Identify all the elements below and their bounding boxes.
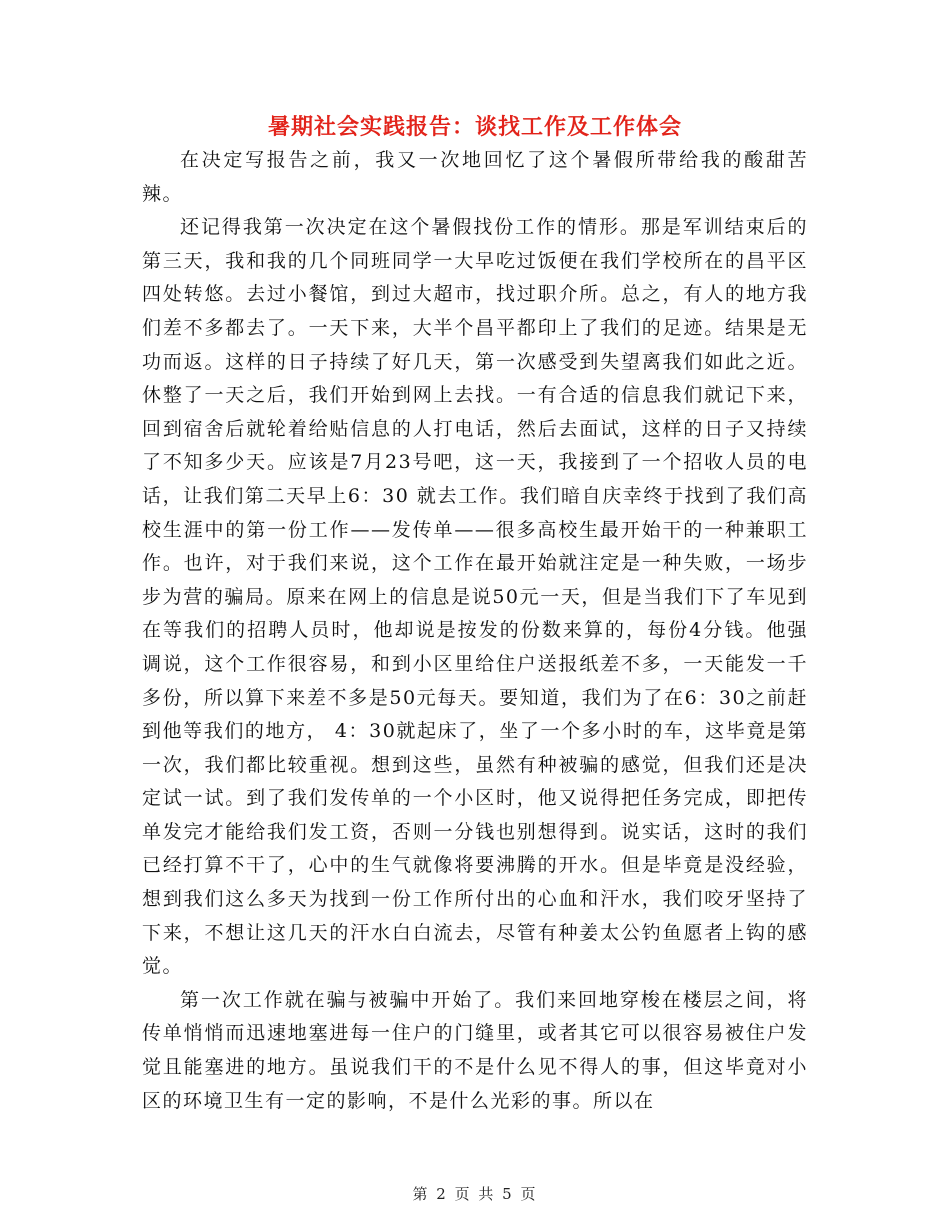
paragraph-2: 还记得我第一次决定在这个暑假找份工作的情形。那是军训结束后的第三天，我和我的几个同班同学一大早吃过饭便在我们学校所在的昌平区四处转悠。去过小餐馆，到过大超市，找过职介所。总之，有人的地方我们差不多都去了。一天下来，大半个昌平都印上了我们的足迹。结果是无功而返。这样的日子持续了好几天，第一次感受到失望离我们如此之近。休整了一天之后，我们开始到网上去找。一有合适的信息我们就记下来，回到宿舍后就轮着给贴信息的人打电话，然后去面试，这样的日子又持续了不知多少天。应该是7月23号吧，这一天，我接到了一个招收人员的电话，让我们第二天早上6：30 就去工作。我们暗自庆幸终于找到了我们高校生涯中的第一份工作——发传单——很多高校生最开始干的一种兼职工作。也许，对于我们来说，这个工作在最开始就注定是一种失败，一场步步为营的骗局。原来在网上的信息是说50元一天，但是当我们下了车见到在等我们的招聘人员时，他却说是按发的份数来算的，每份4分钱。他强调说，这个工作很容易，和到小区里给住户送报纸差不多，一天能发一千多份，所以算下来差不多是50元每天。要知道，我们为了在6：30之前赶到他等我们的地方， 4：30就起床了，坐了一个多小时的车，这毕竟是第一次，我们都比较重视。想到这些，虽然有种被骗的感觉，但我们还是决定试一试。到了我们发传单的一个小区时，他又说得把任务完成，即把传单发完才能给我们发工资，否则一分钱也别想得到。说实话，这时的我们已经打算不干了，心中的生气就像将要沸腾的开水。但是毕竟是没经验，想到我们这么多天为找到一份工作所付出的心血和汗水，我们咬牙坚持了下来，不想让这几天的汗水白白流去，尽管有种姜太公钓鱼愿者上钩的感觉。 xyxy=(142,216,808,978)
paragraph-1: 在决定写报告之前，我又一次地回忆了这个暑假所带给我的酸甜苦辣。 xyxy=(142,149,808,205)
paragraph-3: 第一次工作就在骗与被骗中开始了。我们来回地穿梭在楼层之间，将传单悄悄而迅速地塞进每一住户的门缝里，或者其它可以很容易被住户发觉且能塞进的地方。虽说我们干的不是什么见不得人的事，但这毕竟对小区的环境卫生有一定的影响，不是什么光彩的事。所以在 xyxy=(142,988,808,1112)
document-body xyxy=(142,144,808,1118)
page-footer: 第 2 页 共 5 页 xyxy=(412,1185,538,1203)
page-title: 暑期社会实践报告：谈找工作及工作体会 xyxy=(267,114,682,140)
